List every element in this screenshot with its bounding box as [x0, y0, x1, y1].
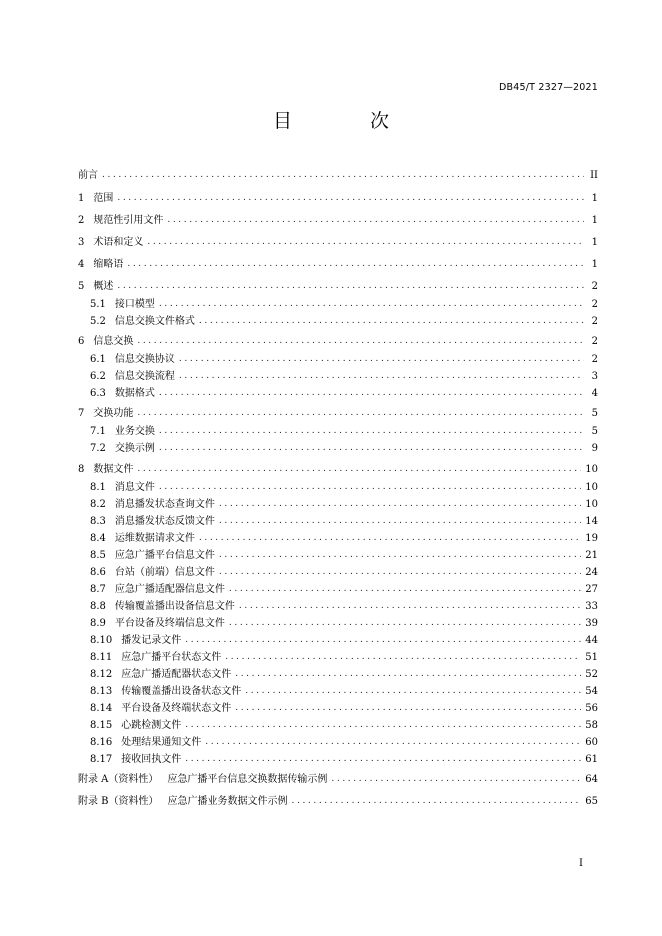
- toc-entry-number: 8.5: [90, 550, 106, 561]
- toc-entry-page: 2: [591, 336, 598, 347]
- toc-entry[interactable]: [78, 406, 598, 421]
- toc-entry-number: 8.7: [90, 584, 106, 595]
- toc-leader-dots: [219, 548, 581, 563]
- toc-entry[interactable]: [90, 650, 598, 665]
- toc-leader-dots: [205, 735, 581, 750]
- toc-entry[interactable]: [90, 369, 598, 384]
- toc-entry-number: 6.1: [90, 354, 106, 365]
- toc-entry-label: 接收回执文件: [121, 754, 182, 765]
- toc-leader-dots: [245, 684, 581, 699]
- toc-entry[interactable]: [90, 616, 598, 631]
- toc-entry-page: 10: [585, 499, 598, 510]
- toc-entry[interactable]: [90, 633, 598, 648]
- toc-leader-dots: [102, 168, 584, 183]
- toc-entry-number: 4: [78, 259, 85, 270]
- toc-entry-page: 56: [585, 703, 598, 714]
- toc-entry-number: 7: [78, 408, 85, 419]
- toc-entry-label: 应急广播业务数据文件示例: [167, 796, 288, 807]
- toc-entry-label: 范围: [93, 193, 114, 204]
- toc-entry[interactable]: [78, 235, 598, 250]
- toc-leader-dots: [127, 257, 584, 272]
- toc-entry-number: 7.2: [90, 443, 106, 454]
- toc-leader-dots: [235, 701, 581, 716]
- standard-code: DB45/T 2327—2021: [499, 82, 598, 93]
- toc-leader-dots: [185, 718, 581, 733]
- toc-entry[interactable]: [90, 735, 598, 750]
- toc-leader-dots: [117, 279, 584, 294]
- toc-leader-dots: [159, 297, 584, 312]
- toc-entry-page: 4: [591, 388, 598, 399]
- toc-leader-dots: [235, 667, 581, 682]
- toc-entry-label: 消息文件: [114, 482, 155, 493]
- toc-entry-page: II: [590, 170, 598, 181]
- toc-leader-dots: [219, 497, 581, 512]
- toc-entry-page: 10: [585, 464, 598, 475]
- toc-entry-page: 64: [585, 774, 598, 785]
- toc-entry[interactable]: [90, 548, 598, 563]
- toc-entry-number: 8.4: [90, 533, 106, 544]
- toc-entry[interactable]: [90, 531, 598, 546]
- toc-entry-number: 8.2: [90, 499, 106, 510]
- toc-entry-label: 应急广播平台状态文件: [121, 652, 222, 663]
- toc-entry-number: 8.17: [90, 754, 113, 765]
- toc-entry-page: 61: [585, 754, 598, 765]
- toc-entry-label: 术语和定义: [93, 237, 144, 248]
- toc-entry-number: 8.6: [90, 567, 106, 578]
- toc-entry-number: 6: [78, 336, 85, 347]
- toc-entry-page: 2: [591, 316, 598, 327]
- toc-entry[interactable]: [78, 168, 598, 183]
- toc-entry[interactable]: [78, 462, 598, 477]
- toc-entry-number: 8.9: [90, 618, 106, 629]
- toc-leader-dots: [219, 514, 581, 529]
- toc-leader-dots: [199, 314, 584, 329]
- toc-entry-label: 数据格式: [114, 388, 155, 399]
- toc-entry-number: 8.15: [90, 720, 113, 731]
- toc-entry-label: 规范性引用文件: [93, 215, 164, 226]
- toc-entry-page: 27: [585, 584, 598, 595]
- toc-entry[interactable]: [90, 599, 598, 614]
- toc-leader-dots: [229, 616, 581, 631]
- toc-leader-dots: [185, 633, 581, 648]
- toc-leader-dots: [159, 386, 584, 401]
- toc-leader-dots: [225, 650, 581, 665]
- toc-entry-label: 消息播发状态查询文件: [114, 499, 215, 510]
- toc-entry-page: 24: [585, 567, 598, 578]
- toc-entry-label: 传输覆盖播出设备状态文件: [121, 686, 242, 697]
- toc-leader-dots: [219, 565, 581, 580]
- toc-leader-dots: [292, 794, 582, 809]
- toc-entry-number: 6.2: [90, 371, 106, 382]
- toc-leader-dots: [167, 213, 584, 228]
- toc-entry-page: 2: [591, 299, 598, 310]
- toc-entry-page: 44: [585, 635, 598, 646]
- toc-entry-number: 8.16: [90, 737, 113, 748]
- toc-entry[interactable]: [90, 701, 598, 716]
- toc-entry-page: 3: [591, 371, 598, 382]
- toc-entry-number: 8.11: [90, 652, 113, 663]
- toc-entry[interactable]: [90, 565, 598, 580]
- toc-entry-label: 前言: [78, 170, 98, 181]
- toc-leader-dots: [137, 334, 584, 349]
- toc-leader-dots: [117, 191, 584, 206]
- toc-entry[interactable]: [90, 441, 598, 456]
- toc-entry-number: 附录 A（资料性）: [78, 774, 159, 785]
- toc-entry[interactable]: [90, 480, 598, 495]
- toc-entry-number: 8.12: [90, 669, 113, 680]
- toc-leader-dots: [199, 531, 581, 546]
- toc-entry-number: 3: [78, 237, 85, 248]
- toc-entry-number: 5.1: [90, 299, 106, 310]
- toc-entry-number: 7.1: [90, 426, 106, 437]
- toc-entry[interactable]: [90, 352, 598, 367]
- toc-entry-number: 8: [78, 464, 85, 475]
- toc-entry-label: 心跳检测文件: [121, 720, 182, 731]
- toc-entry-page: 58: [585, 720, 598, 731]
- toc-entry-number: 8.14: [90, 703, 113, 714]
- toc-entry-number: 1: [78, 193, 85, 204]
- toc-entry-label: 信息交换流程: [114, 371, 175, 382]
- toc-entry-page: 5: [591, 408, 598, 419]
- toc-entry-number: 5: [78, 281, 85, 292]
- toc-entry-label: 播发记录文件: [121, 635, 182, 646]
- toc-entry-page: 1: [591, 237, 598, 248]
- toc-entry-number: 附录 B（资料性）: [78, 796, 159, 807]
- toc-entry-label: 交换示例: [114, 443, 155, 454]
- toc-entry-page: 10: [585, 482, 598, 493]
- toc-entry-number: 8.13: [90, 686, 113, 697]
- toc-entry[interactable]: [78, 279, 598, 294]
- toc-entry[interactable]: [78, 213, 598, 228]
- toc-entry-number: 8.8: [90, 601, 106, 612]
- toc-entry-label: 数据文件: [93, 464, 134, 475]
- toc-entry-label: 信息交换协议: [114, 354, 175, 365]
- toc-leader-dots: [185, 752, 581, 767]
- toc-entry-page: 54: [585, 686, 598, 697]
- toc-entry-page: 1: [591, 193, 598, 204]
- toc-entry-number: 6.3: [90, 388, 106, 399]
- toc-entry-label: 概述: [93, 281, 114, 292]
- toc-entry[interactable]: [90, 718, 598, 733]
- toc-entry[interactable]: [78, 257, 598, 272]
- toc-entry-number: 5.2: [90, 316, 106, 327]
- toc-entry[interactable]: [90, 297, 598, 312]
- toc-entry-page: 33: [585, 601, 598, 612]
- toc-entry[interactable]: [90, 497, 598, 512]
- toc-leader-dots: [179, 352, 584, 367]
- toc-entry-label: 信息交换文件格式: [114, 316, 195, 327]
- toc-entry-number: 8.10: [90, 635, 113, 646]
- toc-entry-label: 接口模型: [114, 299, 155, 310]
- toc-leader-dots: [229, 582, 581, 597]
- toc-entry[interactable]: [78, 794, 598, 809]
- toc-entry[interactable]: [90, 752, 598, 767]
- toc-entry-page: 9: [591, 443, 598, 454]
- toc-entry[interactable]: [90, 314, 598, 329]
- toc-leader-dots: [137, 462, 581, 477]
- toc-leader-dots: [159, 480, 581, 495]
- toc-entry[interactable]: [90, 684, 598, 699]
- toc-leader-dots: [239, 599, 581, 614]
- toc-entry-label: 交换功能: [93, 408, 134, 419]
- toc-entry-label: 平台设备及终端信息文件: [114, 618, 225, 629]
- toc-entry-label: 运维数据请求文件: [114, 533, 195, 544]
- toc-entry-page: 2: [591, 354, 598, 365]
- toc-leader-dots: [159, 441, 584, 456]
- toc-leader-dots: [137, 406, 584, 421]
- toc-entry-page: 52: [585, 669, 598, 680]
- toc-leader-dots: [179, 369, 584, 384]
- page-number: I: [579, 858, 583, 869]
- toc-entry-label: 应急广播适配器信息文件: [114, 584, 225, 595]
- toc-entry-label: 缩略语: [93, 259, 124, 270]
- toc-entry-label: 信息交换: [93, 336, 134, 347]
- toc-entry-page: 1: [591, 259, 598, 270]
- toc-entry-label: 传输覆盖播出设备信息文件: [114, 601, 235, 612]
- toc-entry-label: 消息播发状态反馈文件: [114, 516, 215, 527]
- toc-entry[interactable]: [90, 386, 598, 401]
- toc-entry-label: 平台设备及终端状态文件: [121, 703, 232, 714]
- toc-entry-label: 应急广播平台信息文件: [114, 550, 215, 561]
- toc-entry[interactable]: [78, 772, 598, 787]
- toc-entry-label: 应急广播适配器状态文件: [121, 669, 232, 680]
- toc-entry-page: 1: [591, 215, 598, 226]
- toc-entry-number: 8.3: [90, 516, 106, 527]
- toc-entry[interactable]: [90, 424, 598, 439]
- toc-entry-page: 5: [591, 426, 598, 437]
- toc-entry-page: 21: [585, 550, 598, 561]
- toc-entry[interactable]: [90, 582, 598, 597]
- toc-entry-page: 65: [585, 796, 598, 807]
- toc-entry[interactable]: [90, 514, 598, 529]
- toc-entry-number: 2: [78, 215, 85, 226]
- toc-entry-page: 39: [585, 618, 598, 629]
- toc-entry[interactable]: [90, 667, 598, 682]
- toc-entry-page: 14: [585, 516, 598, 527]
- toc-leader-dots: [331, 772, 581, 787]
- toc-entry-number: 8.1: [90, 482, 106, 493]
- toc-entry[interactable]: [78, 191, 598, 206]
- toc-entry-page: 2: [591, 281, 598, 292]
- toc-leader-dots: [159, 424, 584, 439]
- toc-leader-dots: [147, 235, 584, 250]
- toc-entry-label: 应急广播平台信息交换数据传输示例: [167, 774, 328, 785]
- toc-entry-page: 19: [585, 533, 598, 544]
- toc-entry-label: 台站（前端）信息文件: [114, 567, 215, 578]
- toc-entry-label: 业务交换: [114, 426, 155, 437]
- toc-entry-page: 51: [585, 652, 598, 663]
- page-title: 目 次: [272, 110, 426, 132]
- toc-entry[interactable]: [78, 334, 598, 349]
- toc-entry-page: 60: [585, 737, 598, 748]
- toc-entry-label: 处理结果通知文件: [121, 737, 202, 748]
